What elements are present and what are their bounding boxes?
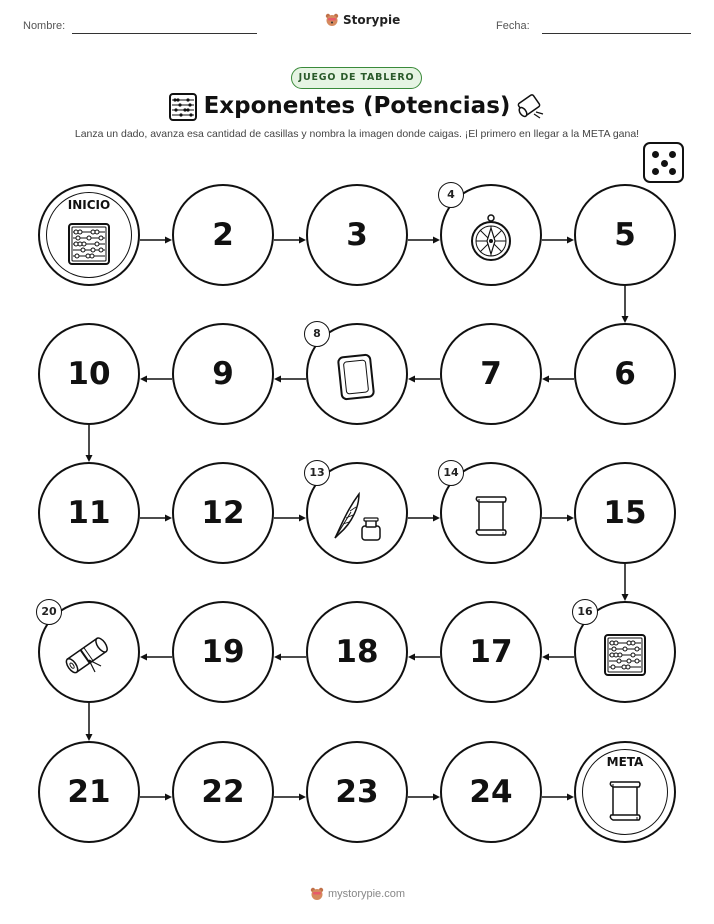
board-space[interactable]: [574, 184, 676, 286]
name-label: Nombre:: [23, 20, 66, 32]
footer: [310, 887, 405, 901]
brand-name: Storypie: [343, 13, 401, 27]
page-title: Exponentes (Potencias): [203, 93, 511, 119]
board-space[interactable]: [574, 462, 676, 564]
board-space-image[interactable]: [440, 462, 542, 564]
board-space-image[interactable]: [306, 323, 408, 425]
path-arrow: [542, 787, 574, 806]
space-number-badge: 20: [36, 599, 62, 625]
board-space[interactable]: [440, 601, 542, 703]
board-space[interactable]: [172, 601, 274, 703]
board-space[interactable]: [38, 462, 140, 564]
path-arrow: [408, 369, 440, 388]
space-number-badge: 14: [438, 460, 464, 486]
space-number-badge: 16: [572, 599, 598, 625]
path-arrow: [140, 787, 172, 806]
path-arrow: [620, 564, 630, 605]
abacus-icon: [602, 632, 648, 682]
board-space[interactable]: [306, 601, 408, 703]
scroll-icon: [471, 491, 511, 545]
board-space[interactable]: [306, 741, 408, 843]
space-number: 7: [480, 356, 502, 392]
board-space-image[interactable]: [38, 601, 140, 703]
die-five-icon[interactable]: [643, 142, 684, 183]
board-space[interactable]: [172, 184, 274, 286]
board-space-image[interactable]: [440, 184, 542, 286]
board-space[interactable]: [440, 741, 542, 843]
space-number: 5: [614, 217, 636, 253]
path-arrow: [140, 647, 172, 666]
start-space[interactable]: [38, 184, 140, 286]
board-space-image[interactable]: [306, 462, 408, 564]
start-label: INICIO: [67, 198, 111, 212]
path-arrow: [274, 230, 306, 249]
space-number: 11: [67, 495, 111, 531]
path-arrow: [408, 508, 440, 527]
footer-site: mystorypie.com: [328, 888, 406, 900]
path-arrow: [620, 286, 630, 327]
space-number-badge: 4: [438, 182, 464, 208]
category-tag: JUEGO DE TABLERO: [291, 67, 422, 89]
path-arrow: [408, 647, 440, 666]
space-number: 18: [335, 634, 379, 670]
path-arrow: [408, 230, 440, 249]
name-line[interactable]: [72, 33, 257, 34]
path-arrow: [408, 787, 440, 806]
abacus-icon: [66, 221, 112, 271]
path-arrow: [542, 369, 574, 388]
path-arrow: [542, 508, 574, 527]
compass-icon: [468, 213, 514, 267]
bear-logo-icon: [325, 13, 339, 27]
space-number: 19: [201, 634, 245, 670]
space-number: 17: [469, 634, 513, 670]
space-number: 15: [603, 495, 647, 531]
path-arrow: [140, 230, 172, 249]
path-arrow: [140, 369, 172, 388]
date-line[interactable]: [542, 33, 691, 34]
date-label: Fecha:: [496, 20, 530, 32]
space-number: 3: [346, 217, 368, 253]
path-arrow: [274, 508, 306, 527]
space-number: 12: [201, 495, 245, 531]
path-arrow: [140, 508, 172, 527]
scroll-icon: [605, 776, 645, 830]
path-arrow: [84, 425, 94, 466]
board-space[interactable]: [574, 323, 676, 425]
board-space[interactable]: [38, 741, 140, 843]
rolled-scroll-icon: [61, 630, 117, 684]
path-arrow: [84, 703, 94, 745]
board-space[interactable]: [172, 323, 274, 425]
path-arrow: [542, 230, 574, 249]
space-number: 10: [67, 356, 111, 392]
scroll-icon: [514, 92, 546, 126]
slate-icon: [335, 352, 379, 406]
board-space-image[interactable]: [574, 601, 676, 703]
board-space[interactable]: [172, 741, 274, 843]
path-arrow: [542, 647, 574, 666]
quill-inkpot-icon: [329, 488, 385, 548]
space-number: 21: [67, 774, 111, 810]
space-number-badge: 8: [304, 321, 330, 347]
space-number: 22: [201, 774, 245, 810]
space-number: 2: [212, 217, 234, 253]
board-space[interactable]: [306, 184, 408, 286]
brand: [325, 13, 400, 27]
board-space[interactable]: [172, 462, 274, 564]
instructions: Lanza un dado, avanza esa cantidad de casillas y nombra la imagen donde caigas. ¡El primero en llegar a la META gana!: [74, 128, 640, 140]
space-number: 23: [335, 774, 379, 810]
space-number-badge: 13: [304, 460, 330, 486]
path-arrow: [274, 369, 306, 388]
goal-label: META: [606, 755, 644, 769]
path-arrow: [274, 787, 306, 806]
space-number: 9: [212, 356, 234, 392]
board-space[interactable]: [440, 323, 542, 425]
board-space[interactable]: [38, 323, 140, 425]
path-arrow: [274, 647, 306, 666]
space-number: 24: [469, 774, 513, 810]
space-number: 6: [614, 356, 636, 392]
bear-logo-icon: [310, 887, 324, 901]
goal-space[interactable]: [574, 741, 676, 843]
